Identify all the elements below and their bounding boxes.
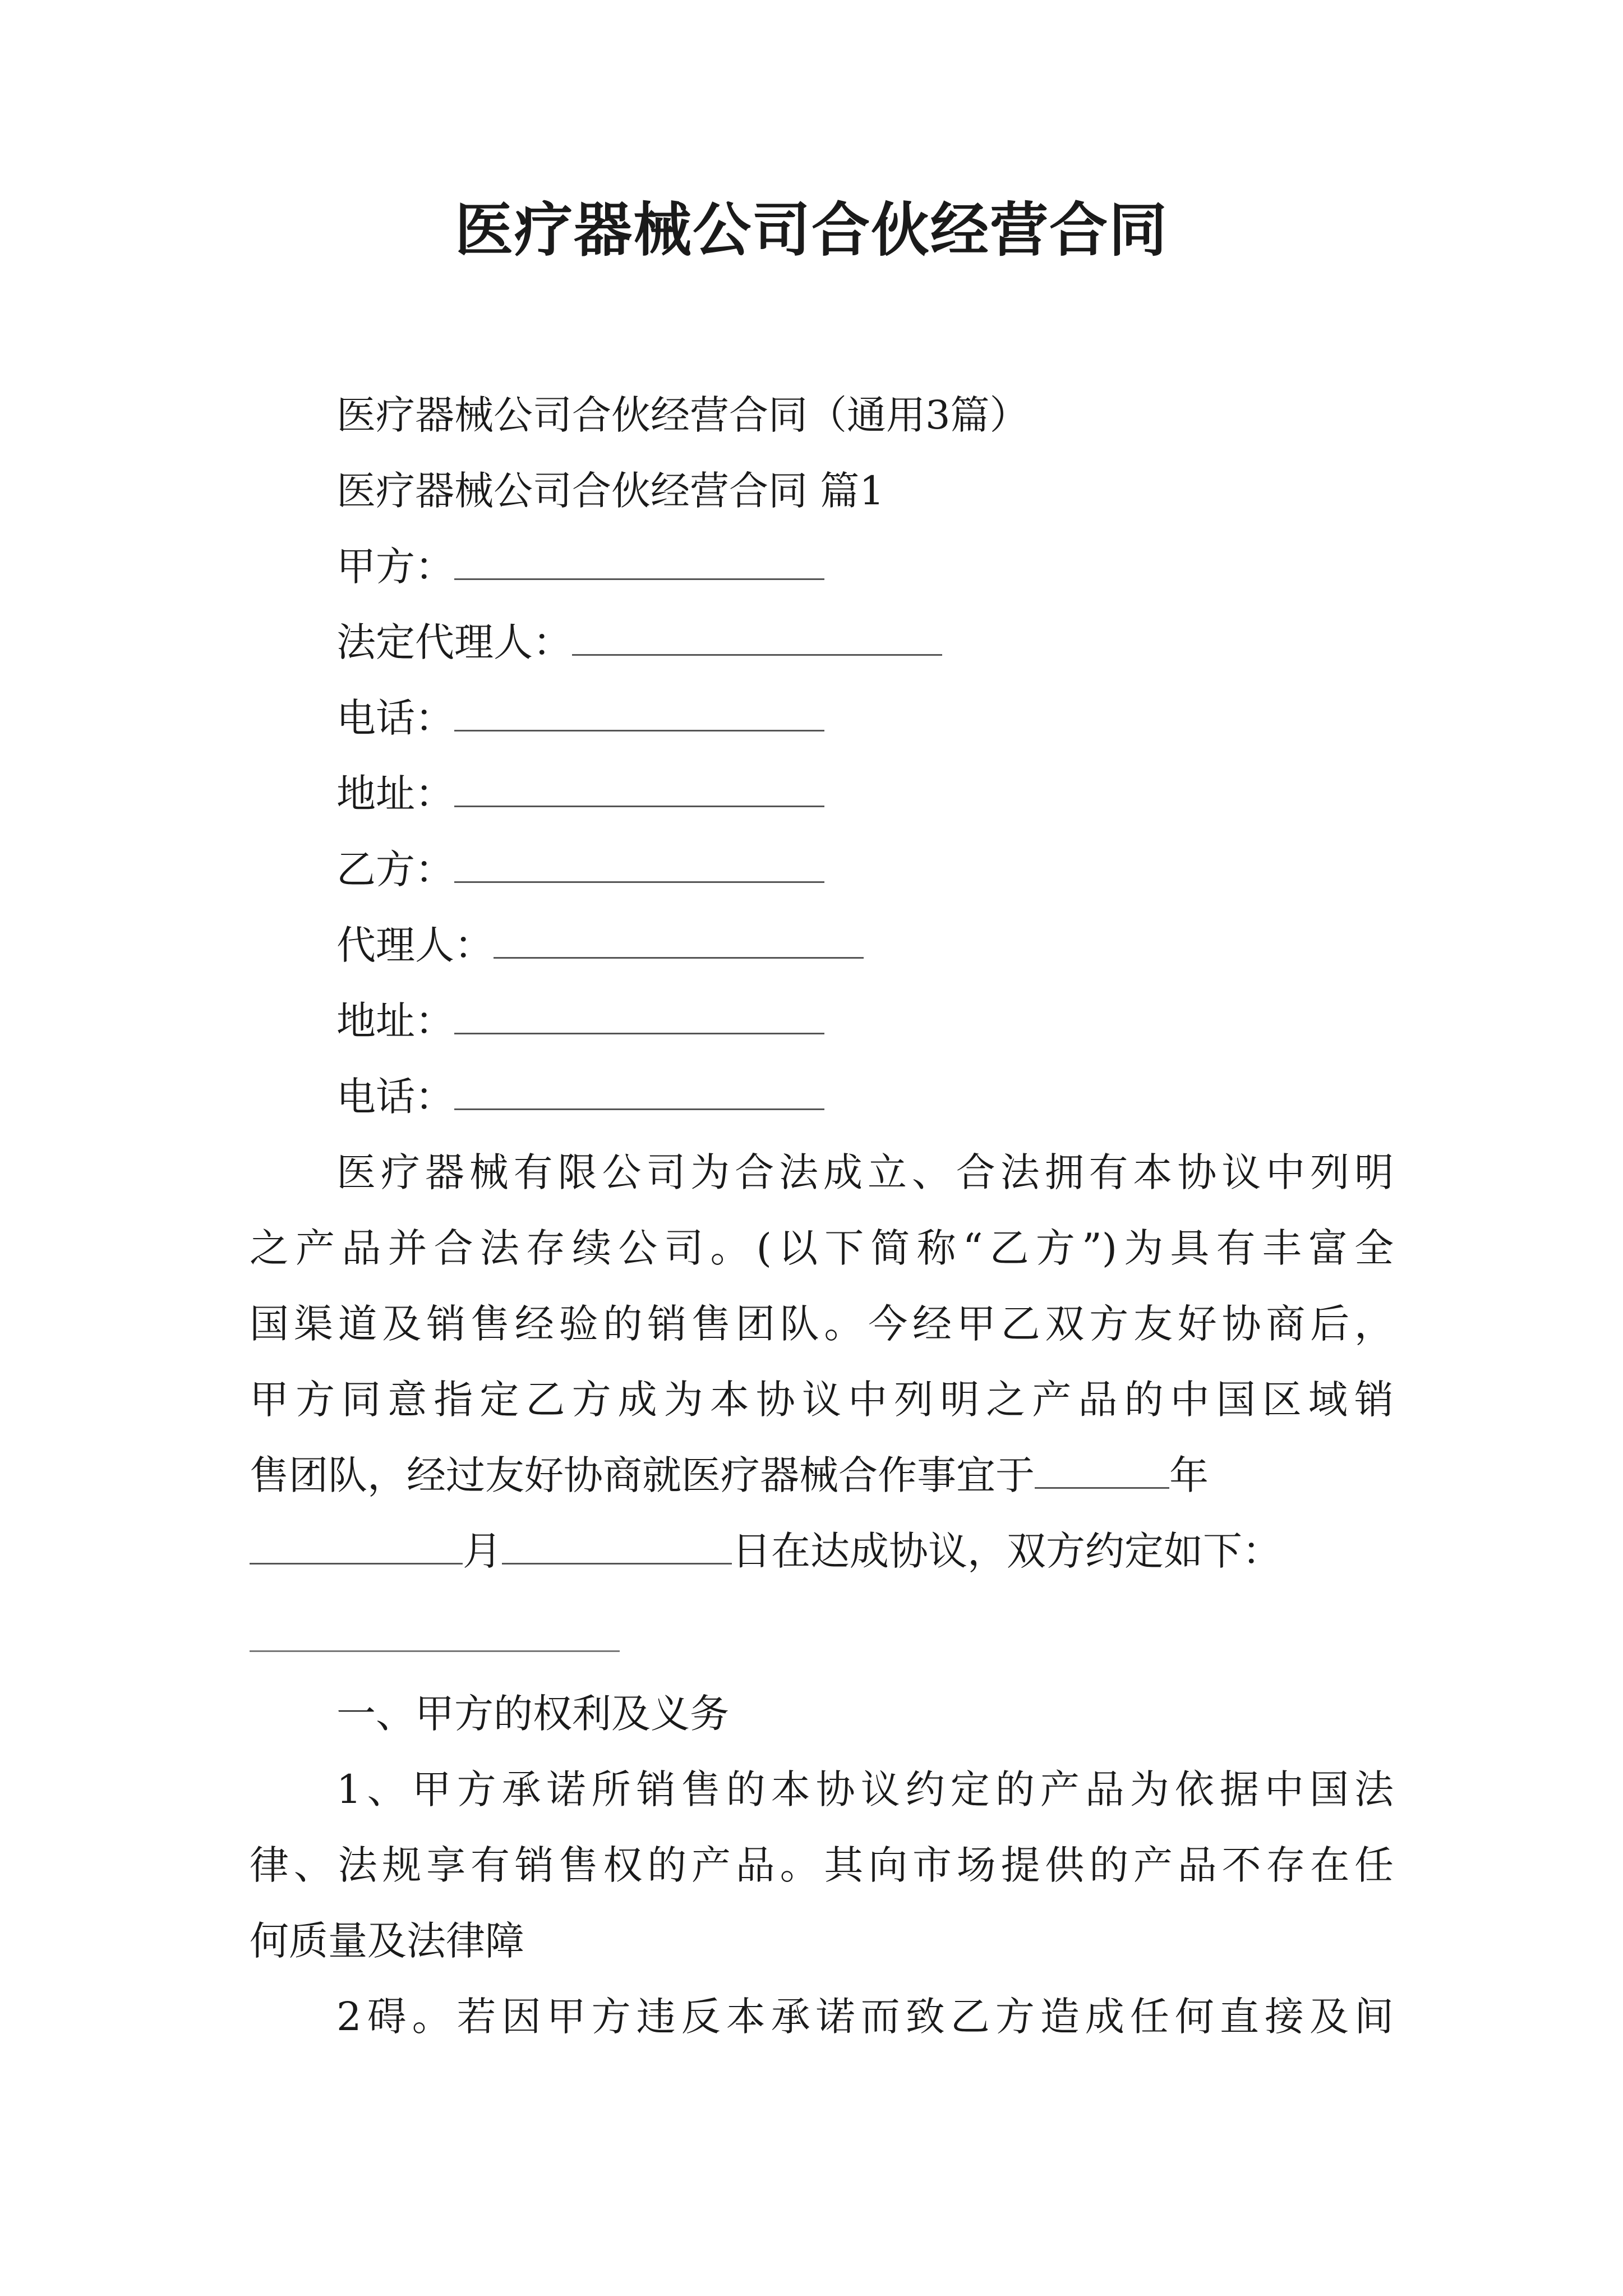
intro-text: 售团队，经过友好协商就医疗器械合作事宜于 bbox=[250, 1452, 1035, 1498]
intro-line: 国渠道及销售经验的销售团队。今经甲乙双方友好协商后， bbox=[250, 1301, 1394, 1347]
field-agent bbox=[336, 917, 1481, 973]
intro-line bbox=[250, 1447, 1394, 1503]
field-label: 地址： bbox=[336, 998, 454, 1044]
field-blank bbox=[572, 618, 942, 656]
clause-line: 律、法规享有销售权的产品。其向市场提供的产品不存在任 bbox=[250, 1842, 1394, 1888]
clause-line: 2碍。若因甲方违反本承诺而致乙方造成任何直接及间 bbox=[336, 1994, 1394, 2040]
field-label: 甲方： bbox=[336, 544, 454, 590]
field-blank bbox=[454, 694, 824, 731]
field-legal-representative bbox=[336, 614, 1481, 670]
field-blank bbox=[454, 1073, 824, 1110]
date-blank-year bbox=[1035, 1451, 1169, 1489]
document-title: 医疗器械公司合伙经营合同 bbox=[454, 196, 1168, 264]
field-phone-a bbox=[336, 690, 1481, 746]
document-subtitle: 医疗器械公司合伙经营合同（通用3篇） bbox=[336, 392, 1029, 438]
intro-text: 日在达成协议，双方约定如下： bbox=[732, 1528, 1281, 1574]
date-blank-day bbox=[502, 1527, 732, 1565]
signature-blank-line bbox=[250, 1650, 620, 1652]
field-address-b bbox=[336, 993, 1481, 1049]
intro-line: 医疗器械有限公司为合法成立、合法拥有本协议中列明 bbox=[336, 1149, 1394, 1195]
field-blank bbox=[454, 770, 824, 807]
year-label: 年 bbox=[1169, 1452, 1209, 1498]
clause-line: 1、甲方承诺所销售的本协议约定的产品为依据中国法 bbox=[336, 1766, 1394, 1812]
field-label: 代理人： bbox=[336, 922, 494, 968]
section-heading: 医疗器械公司合伙经营合同 篇1 bbox=[336, 468, 884, 514]
field-party-b bbox=[336, 841, 1481, 898]
field-label: 地址： bbox=[336, 771, 454, 817]
field-blank bbox=[494, 921, 864, 959]
field-blank bbox=[454, 997, 824, 1034]
month-label: 月 bbox=[463, 1528, 502, 1574]
field-address-a bbox=[336, 766, 1481, 822]
field-blank bbox=[454, 845, 824, 883]
date-blank-month bbox=[250, 1527, 463, 1565]
intro-line bbox=[250, 1523, 1394, 1579]
field-blank bbox=[454, 542, 824, 580]
intro-line: 甲方同意指定乙方成为本协议中列明之产品的中国区域销 bbox=[250, 1377, 1394, 1423]
intro-line: 之产品并合法存续公司。(以下简称“乙方”)为具有丰富全 bbox=[250, 1225, 1394, 1271]
party-a-heading: 一、甲方的权利及义务 bbox=[336, 1691, 729, 1737]
field-label: 法定代理人： bbox=[336, 619, 572, 665]
field-phone-b bbox=[336, 1069, 1481, 1125]
field-label: 乙方： bbox=[336, 846, 454, 892]
clause-line: 何质量及法律障 bbox=[250, 1918, 524, 1964]
field-label: 电话： bbox=[336, 695, 454, 741]
field-party-a bbox=[336, 539, 1481, 595]
field-label: 电话： bbox=[336, 1074, 454, 1120]
